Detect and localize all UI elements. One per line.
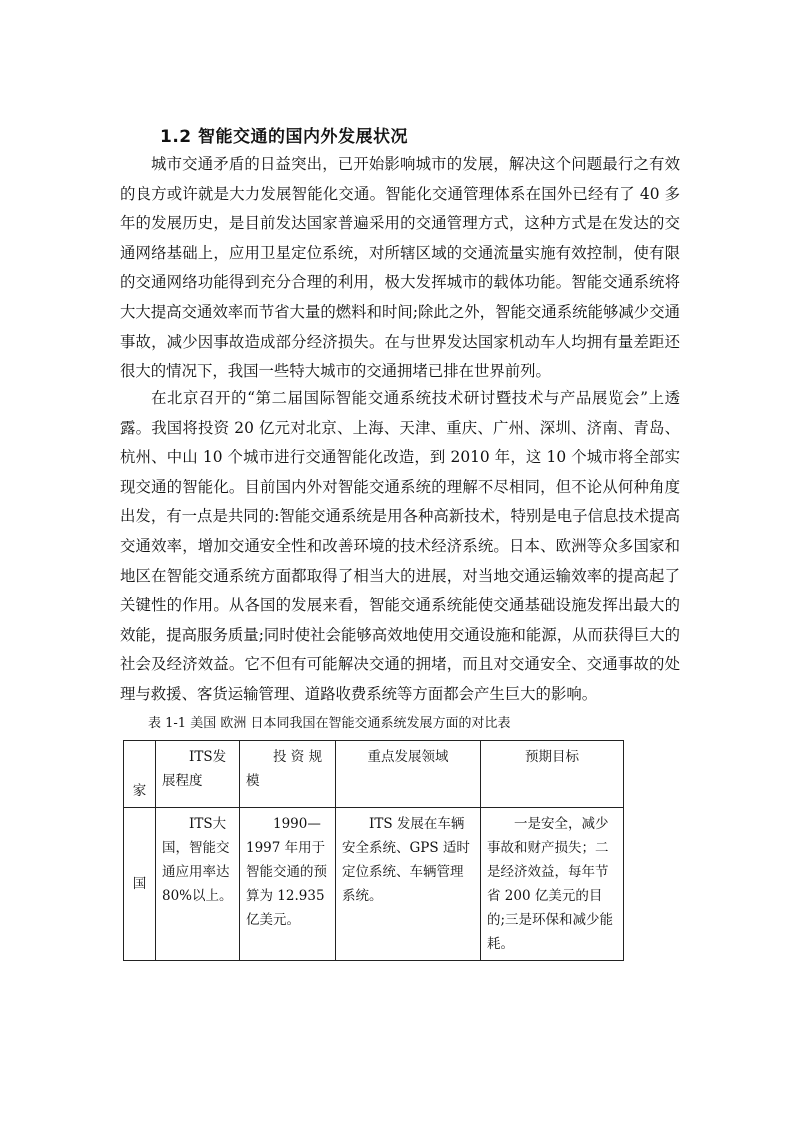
cell-goal: 一是安全，减少事故和财产损失；二是经济效益，每年节省 200 亿美元的目的;三是环保和减少能耗。 [481,808,624,961]
cell-country: 国 [124,808,156,961]
paragraph-2: 在北京召开的“第二届国际智能交通系统技术研讨暨技术与产品展览会”上透露。我国将投资 20 亿元对北京、上海、天津、重庆、广州、深圳、济南、青岛、杭州、中山 10 个城市进行交通智能化改造，到 2010 年，这 10 个城市将全部实现交通的智能化。目前国内外对智能交通系统的理解不尽相同，但不论从何种角度出发，有一点是共同的:智能交通系统是用各种高新技术，特别是电子信息技术提高交通效率，增加交通安全性和改善环境的技术经济系统。日本、欧洲等众多国家和地区在智能交通系统方面都取得了相当大的进展，对当地交通运输效率的提高起了关键性的作用。从各国的发展来看，智能交通系统能使交通基础设施发挥出最大的效能，提高服务质量;同时使社会能够高效地使用交通设施和能源，从而获得巨大的社会及经济效益。它不但有可能解决交通的拥堵，而且对交通安全、交通事故的处理与救援、客货运输管理、道路收费系统等方面都会产生巨大的影响。 [120,389,680,703]
cell-investment: 1990—1997 年用于智能交通的预算为 12.935 亿美元。 [240,808,336,961]
comparison-table [123,740,624,961]
section-heading: 1.2 智能交通的国内外发展状况 [160,127,409,147]
table-header-row [124,741,624,808]
header-investment: 投 资 规 模 [240,741,336,808]
header-its-level: ITS发展程度 [156,741,240,808]
paragraph-1: 城市交通矛盾的日益突出，已开始影响城市的发展，解决这个问题最行之有效的良方或许就是大力发展智能化交通。智能化交通管理体系在国外已经有了 40 多年的发展历史，是目前发达国家普遍采用的交通管理方式，这种方式是在发达的交通网络基础上，应用卫星定位系统，对所辖区域的交通流量实施有效控制，使有限的交通网络功能得到充分合理的利用，极大发挥城市的载体功能。智能交通系统将大大提高交通效率而节省大量的燃料和时间;除此之外，智能交通系统能够减少交通事故，减少因事故造成部分经济损失。在与世界发达国家机动车人均拥有量差距还很大的情况下，我国一些特大城市的交通拥堵已排在世界前列。 [120,155,680,381]
cell-its-level: ITS大国，智能交通应用率达 80%以上。 [156,808,240,961]
cell-focus: ITS 发展在车辆安全系统、GPS 适时定位系统、车辆管理系统。 [336,808,481,961]
table-row [124,808,624,961]
header-goal: 预期目标 [481,741,624,808]
table-caption: 表 1-1 美国 欧洲 日本同我国在智能交通系统发展方面的对比表 [148,716,511,731]
header-focus: 重点发展领域 [336,741,481,808]
header-country: 家 [124,741,156,808]
